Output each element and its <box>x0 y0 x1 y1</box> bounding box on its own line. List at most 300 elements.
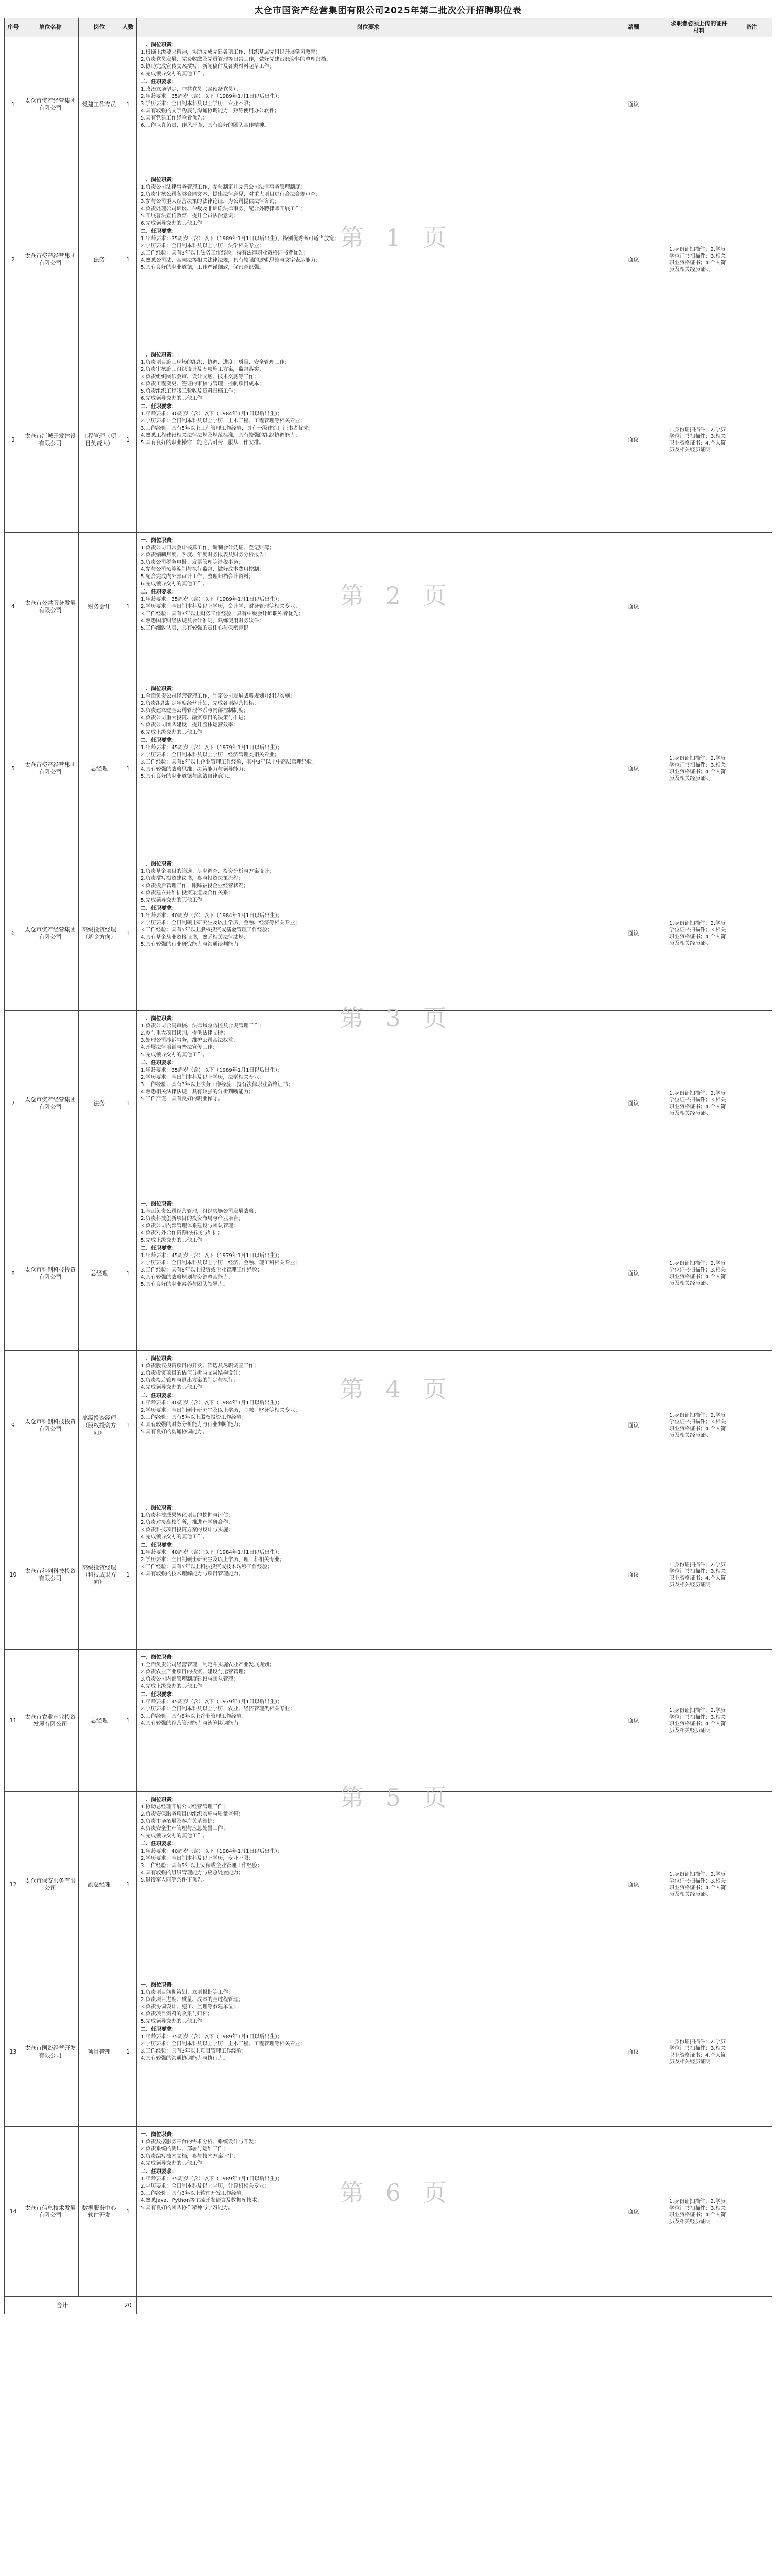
description-line: 2.学历要求：全日制本科及以上学历，法学相关专业； <box>141 243 264 249</box>
description-line: 4.完成领导交办的其他工作。 <box>141 71 208 77</box>
row-seq: 1 <box>5 37 22 172</box>
description-line: 4.负责项目资料的收集与归档； <box>141 2011 213 2017</box>
table-header-row <box>5 18 772 37</box>
description-line: 3.负责编写技术文档，参与技术方案评审； <box>141 2154 239 2159</box>
row-method: 面议 <box>600 172 667 347</box>
table-body <box>5 37 772 2314</box>
total-row <box>5 2297 772 2314</box>
row-note <box>731 681 772 856</box>
description-line: 3.协助完成宣传文案撰写、新闻稿件及各类材料起草工作； <box>141 64 275 70</box>
description-line: 2.负责对接高校院所，推进产学研合作； <box>141 1520 233 1526</box>
row-note <box>731 1351 772 1500</box>
description-line: 1.全面负责公司经营管理，组织实施公司发展战略； <box>141 1209 259 1214</box>
description-line: 3.工作经验：具有5年以上工程管理工作经验，具有一级建造师证书者优先； <box>141 426 314 431</box>
description-line: 1.年龄要求：45周岁（含）以下（1979年1月1日以后出生）； <box>141 1253 283 1259</box>
table-row <box>5 1650 772 1792</box>
row-materials <box>667 37 731 172</box>
description-line: 2.负责系统的测试、部署与运维工作； <box>141 2146 228 2152</box>
row-description <box>137 172 600 347</box>
row-position: 数据服务中心软件开发 <box>79 2127 120 2297</box>
description-heading: 一、岗位职责： <box>141 1201 177 1207</box>
description-line: 1.负责公司日常会计核算工作，编制会计凭证、登记账簿； <box>141 545 275 551</box>
row-description <box>137 1196 600 1351</box>
description-line: 1.政治立场坚定，中共党员（含预备党员）； <box>141 87 241 92</box>
description-line: 4.完成领导交办的其他工作。 <box>141 1385 208 1391</box>
description-line: 3.工作经验：具有8年以上企业管理工作经验； <box>141 1714 247 1719</box>
description-line: 3.工作经验：具有3年以上软件开发工作经验； <box>141 2191 247 2196</box>
description-heading: 一、岗位职责： <box>141 1797 177 1803</box>
description-line: 3.工作经验：具有5年以上股权投资或基金管理工作经验； <box>141 927 273 933</box>
description-line: 4.参与公司预算编制与执行监督，做好成本费用控制； <box>141 567 264 572</box>
description-line: 2.年龄要求：35周岁（含）以下（1989年1月1日以后出生）； <box>141 94 283 99</box>
description-line: 1.年龄要求：45周岁（含）以下（1979年1月1日以后出生）； <box>141 1699 283 1705</box>
header-company: 单位名称 <box>22 18 79 37</box>
description-line: 3.处理公司涉诉事务，维护公司合法权益； <box>141 1038 239 1043</box>
description-heading: 一、岗位职责： <box>141 538 177 544</box>
row-materials: 1.身份证扫描件；2.学历学位证书扫描件；3.相关职业资格证书；4.个人简历及相关经历证明 <box>667 172 731 347</box>
description-line: 1.年龄要求：40周岁（含）以下（1984年1月1日以后出生）； <box>141 1400 283 1406</box>
description-line: 5.工作细致认真，具有较强的责任心与保密意识。 <box>141 625 254 631</box>
description-heading: 二、任职要求： <box>141 2027 177 2032</box>
table-row <box>5 37 772 172</box>
description-heading: 一、岗位职责： <box>141 1655 177 1660</box>
description-heading: 二、任职要求： <box>141 1246 177 1251</box>
description-heading: 二、任职要求： <box>141 1543 177 1548</box>
description-line: 4.具有较强的经营管理能力与统筹协调能力。 <box>141 1721 244 1726</box>
row-note <box>731 2127 772 2297</box>
header-method: 薪酬 <box>600 18 667 37</box>
description-heading: 二、任职要求： <box>141 906 177 911</box>
description-line: 6.完成领导交办的其他工作。 <box>141 221 208 226</box>
row-method: 面议 <box>600 856 667 1011</box>
description-line: 1.负责项目施工现场的组织、协调、进度、质量、安全管理工作； <box>141 360 290 365</box>
description-line: 3.负责组织图纸会审、设计交底、技术交底等工作； <box>141 374 259 380</box>
description-line: 4.具有较强的组织管理能力与应急处置能力； <box>141 1870 244 1876</box>
row-materials: 1.身份证扫描件；2.学历学位证书扫描件；3.相关职业资格证书；4.个人简历及相关经历证明 <box>667 1650 731 1792</box>
description-line: 2.学历要求：全日制本科及以上学历，会计学、财务管理等相关专业； <box>141 604 300 609</box>
description-line: 6.工作认真负责，作风严谨，具有良好的团队合作精神。 <box>141 123 269 128</box>
description-heading: 一、岗位职责： <box>141 42 177 48</box>
description-heading: 二、任职要求： <box>141 1393 177 1399</box>
description-line: 1.根据上级要求精神，协助完成党建各项工作，组织基层党组织开展学习教育； <box>141 49 321 55</box>
description-line: 3.负责协调设计、施工、监理等参建单位； <box>141 2004 239 2010</box>
row-seq: 13 <box>5 1977 22 2127</box>
header-description: 岗位要求 <box>137 18 600 37</box>
row-seq: 14 <box>5 2127 22 2297</box>
description-line: 3.负责公司内部管理体系建设与团队管理； <box>141 1223 239 1229</box>
row-company: 太仓市科创科技投资有限公司 <box>22 1500 79 1650</box>
row-company: 太仓市信息技术发展有限公司 <box>22 2127 79 2297</box>
description-heading: 二、任职要求： <box>141 738 177 743</box>
description-line: 5.退役军人同等条件下优先。 <box>141 1877 208 1883</box>
description-line: 2.负责审核施工组织设计及专项施工方案，监督落实； <box>141 367 264 372</box>
row-position: 总经理 <box>79 1196 120 1351</box>
description-line: 1.负责项目前期策划、立项报批等工作； <box>141 1990 233 1995</box>
row-position: 财务会计 <box>79 533 120 681</box>
row-position: 总经理 <box>79 681 120 856</box>
description-heading: 一、岗位职责： <box>141 1982 177 1988</box>
row-position: 法务 <box>79 172 120 347</box>
row-count: 1 <box>120 533 137 681</box>
description-line: 3.负责投后管理与退出方案的制定与执行； <box>141 1378 239 1383</box>
row-method: 面议 <box>600 1011 667 1196</box>
description-line: 4.负责处理公司诉讼、仲裁及非诉讼法律事务，配合外聘律师开展工作； <box>141 206 306 212</box>
row-note <box>731 172 772 347</box>
description-line: 2.学历要求：全日制本科及以上学历，经济管理类相关专业； <box>141 752 280 758</box>
description-line: 4.具有较强的沟通协调能力与执行力。 <box>141 2056 228 2061</box>
description-line: 5.具有良好的职业道德与廉洁自律意识。 <box>141 774 233 779</box>
description-line: 3.工作经验：具有5年以上安保或企业管理工作经验； <box>141 1863 262 1869</box>
row-count: 1 <box>120 172 137 347</box>
row-materials: 1.身份证扫描件；2.学历学位证书扫描件；3.相关职业资格证书；4.个人简历及相关经历证明 <box>667 681 731 856</box>
description-line: 6.完成领导交办的其他工作。 <box>141 396 208 401</box>
description-line: 6.完成领导交办的其他工作。 <box>141 581 208 587</box>
row-method: 面议 <box>600 2127 667 2297</box>
description-line: 4.负责安全生产管理与应急处置工作； <box>141 1826 228 1832</box>
description-line: 1.年龄要求：35周岁（含）以下（1989年1月1日以后出生）； <box>141 597 283 602</box>
description-line: 4.负责对外合作资源的拓展与维护； <box>141 1230 223 1236</box>
description-line: 1.负责股权投资项目的开发、筛选及尽职调查工作； <box>141 1363 259 1369</box>
page-watermark: 第 6 页 <box>340 2179 454 2207</box>
description-line: 5.负责公司团队建设，提升整体运营效率； <box>141 722 239 728</box>
description-line: 2.学历要求：全日制本科及以上学历，农业、经济管理类相关专业； <box>141 1706 295 1712</box>
row-count: 1 <box>120 1196 137 1351</box>
description-line: 3.负责公司税务申报、发票管理等涉税事务； <box>141 560 244 565</box>
description-line: 3.工作经验：具有8年以上投资或企业管理工作经验； <box>141 1267 262 1273</box>
table-row <box>5 2127 772 2297</box>
total-label: 合计 <box>5 2297 120 2314</box>
row-method: 面议 <box>600 533 667 681</box>
row-company: 太仓市资产经营集团有限公司 <box>22 172 79 347</box>
description-line: 5.完成领导交办的其他工作。 <box>141 1833 208 1839</box>
header-seq: 序号 <box>5 18 22 37</box>
description-line: 4.负责建立并维护投资渠道及合作关系； <box>141 890 233 896</box>
description-line: 5.配合完成内外部审计工作，整理归档会计资料； <box>141 574 254 580</box>
row-method: 面议 <box>600 1650 667 1792</box>
page-title: 太仓市国资产经营集团有限公司2025年第二批次公开招聘职位表 <box>254 6 522 16</box>
row-method: 面议 <box>600 1792 667 1977</box>
row-position: 项目管理 <box>79 1977 120 2127</box>
row-position: 副总经理 <box>79 1792 120 1977</box>
page-watermark: 第 3 页 <box>340 1004 454 1032</box>
row-seq: 12 <box>5 1792 22 1977</box>
description-line: 3.工作经验：具有3年以上法务工作经验，持有法律职业资格证书者优先； <box>141 250 309 256</box>
row-description <box>137 2127 600 2297</box>
description-line: 3.工作经验：具有3年以上项目管理工作经验； <box>141 2048 247 2054</box>
description-line: 3.负责公司内部管理制度建设与团队管理； <box>141 1676 239 1682</box>
description-line: 3.工作经验：具有8年以上企业管理工作经验，其中3年以上中高层管理经验； <box>141 759 317 765</box>
description-heading: 一、岗位职责： <box>141 177 177 183</box>
description-heading: 二、任职要求： <box>141 404 177 410</box>
row-note <box>731 1500 772 1650</box>
description-heading: 二、任职要求： <box>141 2169 177 2175</box>
row-description <box>137 1792 600 1977</box>
description-line: 5.具有良好的团队协作精神与学习能力。 <box>141 2205 233 2211</box>
table-row <box>5 1977 772 2127</box>
description-line: 5.具有良好的职业素养与团队领导力。 <box>141 1282 228 1287</box>
description-heading: 二、任职要求： <box>141 1841 177 1847</box>
description-line: 2.负责投资项目的估值分析与交易结构设计； <box>141 1370 244 1376</box>
description-line: 1.负责公司法律事务管理工作，参与制定并完善公司法律事务管理制度； <box>141 184 306 190</box>
description-line: 4.熟悉工程建设相关法律法规及规范标准，具有较强的组织协调能力； <box>141 433 300 438</box>
row-count: 1 <box>120 856 137 1011</box>
description-line: 4.完成领导交办的其他工作。 <box>141 2161 208 2166</box>
row-count: 1 <box>120 1650 137 1792</box>
row-note <box>731 856 772 1011</box>
row-materials: 1.身份证扫描件；2.学历学位证书扫描件；3.相关职业资格证书；4.个人简历及相关经历证明 <box>667 347 731 533</box>
description-line: 5.完成上级交办的其他工作。 <box>141 1238 208 1243</box>
table-row <box>5 1351 772 1500</box>
description-line: 1.年龄要求：40周岁（含）以下（1984年1月1日以后出生）； <box>141 411 283 417</box>
description-line: 1.协助总经理开展公司经营管理工作； <box>141 1804 228 1810</box>
row-materials: 1.身份证扫描件；2.学历学位证书扫描件；3.相关职业资格证书；4.个人简历及相关经历证明 <box>667 1500 731 1650</box>
description-line: 3.负责科技项目投资方案的设计与实施； <box>141 1527 233 1533</box>
row-seq: 6 <box>5 856 22 1011</box>
header-materials: 求职者必须上传的证件材料 <box>667 18 731 37</box>
description-heading: 二、任职要求： <box>141 1692 177 1698</box>
total-count: 20 <box>120 2297 137 2314</box>
row-company: 太仓市汇城开发建设有限公司 <box>22 347 79 533</box>
description-line: 5.完成领导交办的其他工作。 <box>141 897 208 903</box>
description-line: 3.参与公司重大经营决策的法律论证，为公司提供法律咨询； <box>141 199 280 205</box>
table-row <box>5 1011 772 1196</box>
row-description <box>137 1011 600 1196</box>
table-row <box>5 172 772 347</box>
row-company: 太仓市保安服务有限公司 <box>22 1792 79 1977</box>
row-company: 太仓市公共服务发展有限公司 <box>22 533 79 681</box>
description-line: 5.具有良好的沟通协调能力。 <box>141 1429 208 1435</box>
description-line: 5.完成领导交办的其他工作。 <box>141 1052 208 1058</box>
row-count: 1 <box>120 1500 137 1650</box>
description-heading: 一、岗位职责： <box>141 1505 177 1511</box>
description-line: 5.开展普法宣传教育，提升全员法治意识； <box>141 213 239 219</box>
description-line: 2.学历要求：全日制本科及以上学历，土木工程、工程管理等相关专业； <box>141 418 306 424</box>
row-note <box>731 1011 772 1196</box>
row-method: 面议 <box>600 347 667 533</box>
description-line: 4.具有较强的战略规划与资源整合能力； <box>141 1275 233 1280</box>
row-description <box>137 37 600 172</box>
row-position: 高级投资经理（科技成果方向） <box>79 1500 120 1650</box>
description-line: 2.负责审核公司各类合同文本，提出法律意见，对重大项目进行合法合规审查； <box>141 192 321 197</box>
description-heading: 二、任职要求： <box>141 589 177 595</box>
page-watermark: 第 5 页 <box>340 1784 454 1811</box>
description-heading: 一、岗位职责： <box>141 2132 177 2138</box>
row-note <box>731 1196 772 1351</box>
description-line: 5.完成领导交办的其他工作。 <box>141 2019 208 2024</box>
row-seq: 10 <box>5 1500 22 1650</box>
row-seq: 2 <box>5 172 22 347</box>
description-heading: 二、任职要求： <box>141 79 177 85</box>
description-line: 1.负责基金项目的筛选、尽职调查、投资分析与方案设计； <box>141 869 275 874</box>
row-count: 1 <box>120 37 137 172</box>
description-line: 3.负责市场拓展及客户关系维护； <box>141 1819 218 1824</box>
description-line: 2.参与重大项目谈判，提供法律支持； <box>141 1030 228 1036</box>
table-row <box>5 1196 772 1351</box>
row-method: 面议 <box>600 681 667 856</box>
description-line: 1.年龄要求：40周岁（含）以下（1984年1月1日以后出生）； <box>141 1550 283 1555</box>
description-line: 5.工作严谨，具有良好的职业操守。 <box>141 1096 223 1102</box>
description-line: 2.负责党员发展、党费收缴及党员管理等日常工作，做好党建台账资料的整理归档； <box>141 57 331 62</box>
row-materials: 1.身份证扫描件；2.学历学位证书扫描件；3.相关职业资格证书；4.个人简历及相关经历证明 <box>667 2127 731 2297</box>
row-position: 党建工作专员 <box>79 37 120 172</box>
row-note <box>731 1792 772 1977</box>
description-line: 4.负责工程变更、签证的审核与管理，控制项目成本； <box>141 381 264 387</box>
description-line: 1.年龄要求：35周岁（含）以下（1989年1月1日以后出生）； <box>141 1067 283 1073</box>
description-line: 4.负责公司重大投资、融资项目的决策与推进； <box>141 715 249 721</box>
description-line: 4.熟悉国家财经法规及会计准则，熟练使用财务软件； <box>141 618 264 624</box>
table-row <box>5 1792 772 1977</box>
description-line: 1.年龄要求：35周岁（含）以下（1989年1月1日以后出生）； <box>141 2176 283 2182</box>
row-materials <box>667 533 731 681</box>
description-line: 2.学历要求：全日制硕士研究生及以上学历，金融、财务等相关专业； <box>141 1408 300 1413</box>
header-count: 人数 <box>120 18 137 37</box>
table-row <box>5 347 772 533</box>
row-note <box>731 1650 772 1792</box>
description-heading: 一、岗位职责： <box>141 861 177 867</box>
row-seq: 9 <box>5 1351 22 1500</box>
row-note <box>731 347 772 533</box>
description-line: 6.完成上级交办的其他工作。 <box>141 730 208 735</box>
description-line: 3.负责投后管理工作，跟踪被投企业经营状况； <box>141 883 249 889</box>
row-description <box>137 856 600 1011</box>
row-description <box>137 1351 600 1500</box>
description-line: 4.熟悉相关法律法规，具有较强的分析判断能力； <box>141 1089 254 1095</box>
description-heading: 一、岗位职责： <box>141 1356 177 1362</box>
row-count: 1 <box>120 1011 137 1196</box>
row-materials: 1.身份证扫描件；2.学历学位证书扫描件；3.相关职业资格证书；4.个人简历及相关经历证明 <box>667 856 731 1011</box>
row-materials: 1.身份证扫描件；2.学历学位证书扫描件；3.相关职业资格证书；4.个人简历及相关经历证明 <box>667 1351 731 1500</box>
description-line: 1.年龄要求：40周岁（含）以下（1984年1月1日以后出生）； <box>141 1849 283 1854</box>
row-note <box>731 533 772 681</box>
description-line: 2.负责科技创新项目的投资布局与产业培育； <box>141 1216 244 1222</box>
row-materials: 1.身份证扫描件；2.学历学位证书扫描件；3.相关职业资格证书；4.个人简历及相关经历证明 <box>667 1792 731 1977</box>
description-heading: 一、岗位职责： <box>141 1016 177 1022</box>
description-line: 4.具有较强的战略思维、决策能力与领导能力； <box>141 767 249 772</box>
row-company: 太仓市农业产业投资发展有限公司 <box>22 1650 79 1792</box>
description-line: 1.年龄要求：35周岁（含）以下（1989年1月1日以后出生），特别优秀者可适当放宽； <box>141 236 340 242</box>
row-description <box>137 1977 600 2127</box>
description-line: 3.工作经验：具有3年以上法务工作经验，持有法律职业资格证书； <box>141 1082 293 1088</box>
row-position: 总经理 <box>79 1650 120 1792</box>
description-line: 1.全面负责公司经营管理工作，制定公司发展战略规划并组织实施； <box>141 693 295 699</box>
row-description <box>137 1650 600 1792</box>
table-row <box>5 856 772 1011</box>
row-materials: 1.身份证扫描件；2.学历学位证书扫描件；3.相关职业资格证书；4.个人简历及相关经历证明 <box>667 1977 731 2127</box>
row-method: 面议 <box>600 1977 667 2127</box>
description-line: 1.负责科技成果转化项目的挖掘与评估； <box>141 1513 233 1518</box>
row-count: 1 <box>120 1977 137 2127</box>
job-table <box>4 18 772 2314</box>
description-line: 3.工作经验：具有3年以上财务工作经验，具有中级会计师职称者优先； <box>141 611 303 617</box>
description-line: 2.学历要求：全日制硕士研究生及以上学历，金融、经济等相关专业； <box>141 920 300 926</box>
description-line: 5.具有良好的职业操守，能吃苦耐劳，服从工作安排。 <box>141 440 264 446</box>
row-company: 太仓市资产经营集团有限公司 <box>22 681 79 856</box>
description-line: 2.学历要求：全日制本科及以上学历，经济、金融、理工科相关专业； <box>141 1260 300 1266</box>
description-line: 1.年龄要求：40周岁（含）以下（1984年1月1日以后出生）； <box>141 913 283 919</box>
row-description <box>137 681 600 856</box>
description-line: 4.完成领导交办的其他工作。 <box>141 1534 208 1540</box>
description-line: 3.工作经验：具有5年以上科技投资或技术转移工作经验； <box>141 1564 273 1570</box>
description-line: 2.负责撰写投资建议书，参与投资决策流程； <box>141 876 244 882</box>
description-line: 2.负责项目进度、质量、成本的全过程管理； <box>141 1997 244 2003</box>
row-materials: 1.身份证扫描件；2.学历学位证书扫描件；3.相关职业资格证书；4.个人简历及相关经历证明 <box>667 1011 731 1196</box>
row-materials: 1.身份证扫描件；2.学历学位证书扫描件；3.相关职业资格证书；4.个人简历及相关经历证明 <box>667 1196 731 1351</box>
description-line: 2.负责安保服务项目的组织实施与质量监督； <box>141 1811 244 1817</box>
description-line: 1.年龄要求：45周岁（含）以下（1979年1月1日以后出生）； <box>141 745 283 751</box>
row-seq: 8 <box>5 1196 22 1351</box>
row-note <box>731 1977 772 2127</box>
header-note: 备注 <box>731 18 772 37</box>
row-method: 面议 <box>600 1196 667 1351</box>
row-seq: 7 <box>5 1011 22 1196</box>
description-line: 4.完成上级交办的其他工作。 <box>141 1684 208 1689</box>
page-watermark: 第 4 页 <box>340 1375 454 1403</box>
row-count: 1 <box>120 1792 137 1977</box>
row-note <box>731 37 772 172</box>
row-company: 太仓市科创科技投资有限公司 <box>22 1196 79 1351</box>
description-line: 2.学历要求：全日制本科及以上学历，法学相关专业； <box>141 1075 264 1080</box>
description-line: 1.负责数据服务平台的需求分析、系统设计与开发； <box>141 2139 259 2145</box>
description-line: 2.负责农业产业项目的投资、建设与运营管理； <box>141 1669 249 1675</box>
description-line: 4.熟悉公司法、合同法等相关法律法规，具有较强的逻辑思维与文字表达能力； <box>141 258 321 263</box>
row-company: 太仓市资产经营集团有限公司 <box>22 1011 79 1196</box>
description-line: 2.学历要求：全日制本科及以上学历，土木工程、工程管理等相关专业； <box>141 2041 306 2047</box>
description-line: 4.具有较强的财务分析能力与行业判断能力； <box>141 1422 244 1428</box>
page-watermark: 第 2 页 <box>340 582 454 609</box>
table-row <box>5 1500 772 1650</box>
description-heading: 一、岗位职责： <box>141 686 177 692</box>
row-seq: 5 <box>5 681 22 856</box>
description-line: 2.学历要求：全日制本科及以上学历，专业不限； <box>141 1856 254 1861</box>
page-watermark: 第 1 页 <box>340 224 454 251</box>
description-line: 2.负责组织制定年度经营计划，完成各项经营指标； <box>141 701 259 706</box>
description-line: 2.学历要求：全日制硕士研究生及以上学历，理工科相关专业； <box>141 1557 285 1563</box>
row-position: 高级投资经理（基金方向） <box>79 856 120 1011</box>
description-line: 3.工作经验：具有5年以上股权投资工作经验； <box>141 1415 247 1420</box>
row-method: 面议 <box>600 37 667 172</box>
row-company: 太仓市资产经营集团有限公司 <box>22 856 79 1011</box>
row-count: 1 <box>120 681 137 856</box>
description-line: 3.学历要求：全日制本科及以上学历，专业不限； <box>141 101 254 107</box>
row-company: 太仓市科创科技投资有限公司 <box>22 1351 79 1500</box>
row-seq: 4 <box>5 533 22 681</box>
row-position: 法务 <box>79 1011 120 1196</box>
row-count: 1 <box>120 2127 137 2297</box>
row-method: 面议 <box>600 1500 667 1650</box>
row-description <box>137 1500 600 1650</box>
row-position: 工程管理（项目负责人） <box>79 347 120 533</box>
row-description <box>137 533 600 681</box>
row-company: 太仓市国资经营开发有限公司 <box>22 1977 79 2127</box>
description-line: 4.熟悉Java、Python等主流开发语言及数据库技术； <box>141 2198 262 2204</box>
description-line: 4.具有基金从业资格证书，熟悉相关法律法规； <box>141 935 249 940</box>
row-description <box>137 347 600 533</box>
description-line: 4.具有较强的技术理解能力与项目管理能力。 <box>141 1571 244 1577</box>
description-line: 4.具有较强的文字功底与沟通协调能力，熟练使用办公软件； <box>141 108 280 114</box>
description-line: 4.开展法律培训与普法宣传工作； <box>141 1045 218 1050</box>
description-line: 1.全面负责公司经营管理，制定并实施农业产业发展规划； <box>141 1662 275 1668</box>
description-heading: 一、岗位职责： <box>141 352 177 358</box>
description-line: 3.负责建立健全公司管理体系与内部控制制度； <box>141 708 249 714</box>
row-count: 1 <box>120 1351 137 1500</box>
total-empty <box>137 2297 772 2314</box>
description-line: 2.学历要求：全日制本科及以上学历，计算机相关专业； <box>141 2183 269 2189</box>
description-line: 1.负责公司合同审核、法律风险防控及合规管理工作； <box>141 1023 264 1029</box>
description-heading: 二、任职要求： <box>141 1060 177 1066</box>
header-position: 岗位 <box>79 18 120 37</box>
table-row <box>5 681 772 856</box>
description-line: 5.具有党建工作经验者优先； <box>141 115 208 121</box>
